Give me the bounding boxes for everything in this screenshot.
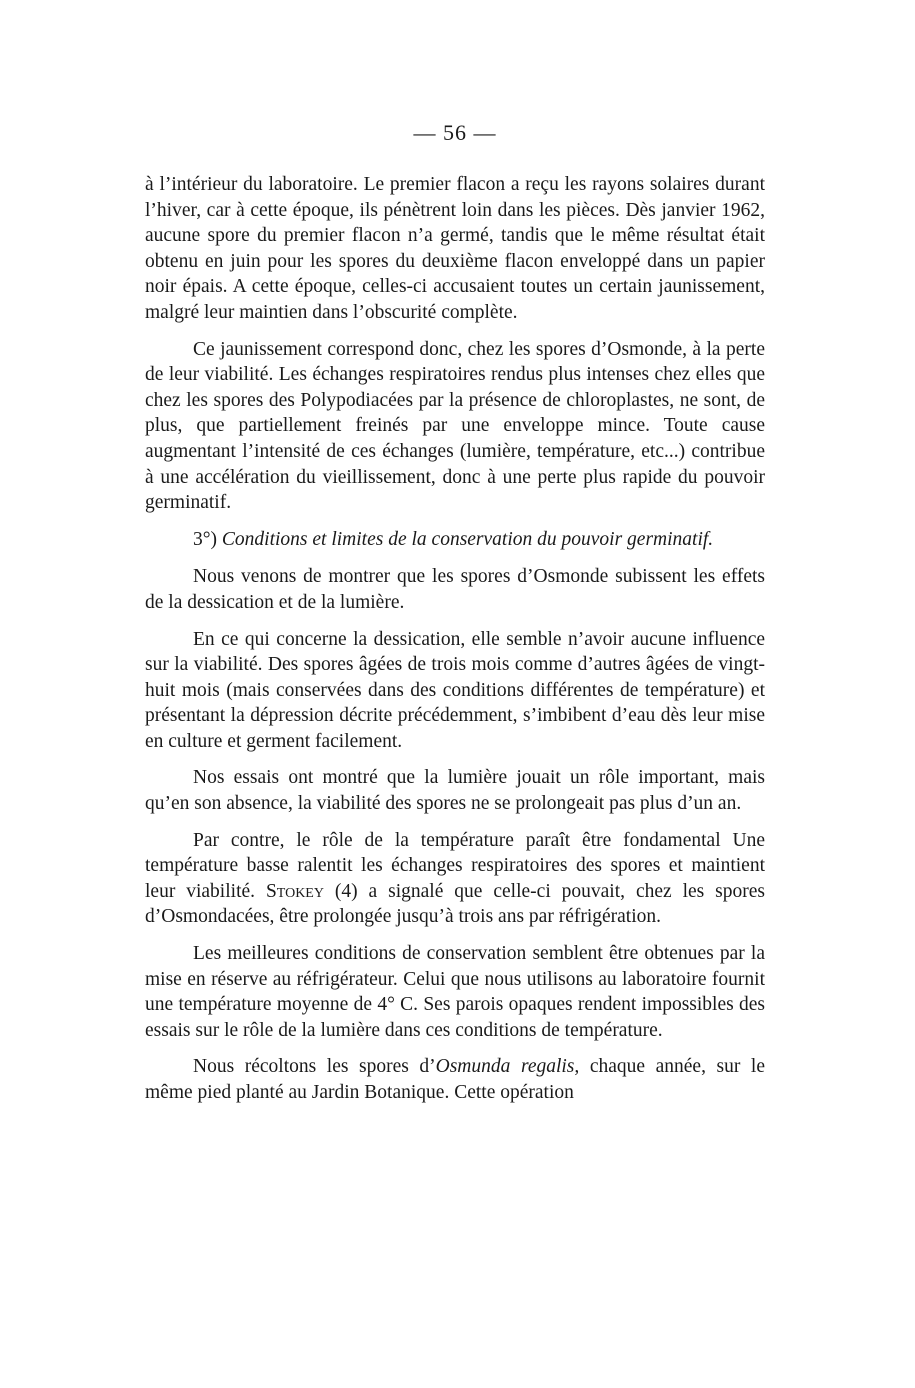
temperature-text-after: (4) a signalé que celle-ci pouvait, chez les spores d’Osmondacées, être prolongée jusqu’à trois ans par réfrigération. [145,880,765,928]
document-page [145,120,765,1117]
section-number: 3°) [193,528,218,550]
section-title: Conditions et limites de la conservation du pouvoir germinatif. [221,528,714,550]
paragraph-temperature [145,828,765,930]
paragraph-dessication: En ce qui concerne la dessication, elle semble n’avoir aucune influence sur la viabilité. Des spores âgées de trois mois comme d’autres âgées de vingt-huit mois (mais conservées dans des conditions différentes de température) et présentant la dépression décrite précédemment, s’imbibent d’eau dès leur mise en culture et germent facilement. [145,628,765,752]
paragraph-conservation: Les meilleures conditions de conservation semblent être obtenues par la mise en réserve au réfrigérateur. Celui que nous utilisons au laboratoire fournit une température moyenne de 4° C. Ses parois opaques rendent impossibles des essais sur le rôle de la lumière dans ces conditions de température. [145,943,765,1041]
harvest-text-before: Nous récoltons les spores d’ [193,1056,436,1078]
page-number: — 56 — [413,120,497,145]
paragraph-yellowing: Ce jaunissement correspond donc, chez les spores d’Osmonde, à la perte de leur viabilité. Les échanges respiratoires rendus plus intenses chez elles que chez les spores des Polypodiacées par la présence de chloroplastes, ne sont, de plus, que partiellement freinés par une enveloppe mince. Toute cause augmentant l’intensité de ces échanges (lumière, température, etc...) contribue à une accélération du vieillissement, donc à une perte plus rapide du pouvoir germinatif. [145,338,765,514]
paragraph-laboratory: à l’intérieur du laboratoire. Le premier flacon a reçu les rayons solaires durant l’hiver, car à cette époque, ils pénètrent loin dans les pièces. Dès janvier 1962, aucune spore du premier flacon n’a germé, tandis que le même résultat était obtenu en juin pour les spores du deuxième flacon enveloppé dans un papier noir épais. A cette époque, celles-ci accusaient toutes un certain jaunissement, malgré leur maintien dans l’obscurité complète. [145,174,765,323]
paragraph-harvest [145,1054,765,1105]
author-citation: Stokey [265,880,324,902]
harvest-text-after: chaque année, sur le même pied planté au Jardin Botanique. Cette opération [145,1056,765,1103]
section-heading [145,527,765,553]
temperature-text-before: Par contre, le rôle de la température paraît être fondamental Une température basse ralentit les échanges respiratoires des spores et maintient leur viabilité. [145,829,765,902]
paragraph-light: Nos essais ont montré que la lumière jouait un rôle important, mais qu’en son absence, la viabilité des spores ne se prolongeait pas plus d’un an. [145,767,765,815]
paragraph-effects: Nous venons de montrer que les spores d’Osmonde subissent les effets de la dessication et de la lumière. [145,566,765,613]
species-name: Osmunda regalis, [435,1056,580,1078]
